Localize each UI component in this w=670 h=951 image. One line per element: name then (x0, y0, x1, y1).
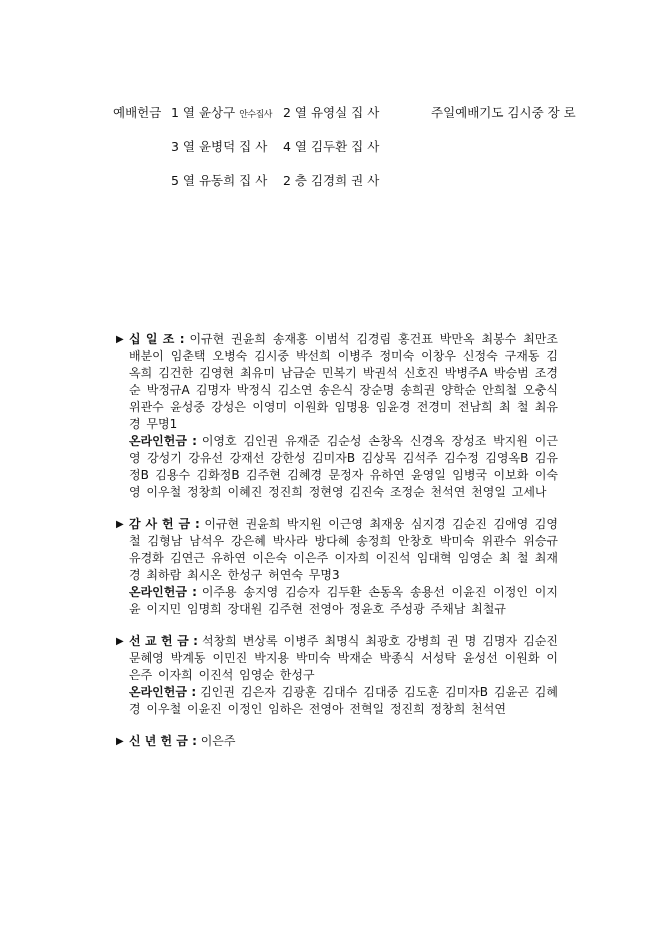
header-row-3 (113, 171, 583, 205)
thanks-online-title: 온라인헌금 : (129, 585, 197, 599)
thanks-online-names: 이주용 송지영 김승자 김두환 손동옥 송용선 이윤진 이정인 이지윤 이지민 임명희 장대원 김주현 전영아 정윤호 주성광 주채남 최철규 (129, 585, 558, 616)
tithe-title: 십 일 조 : (129, 332, 185, 346)
bullet-arrow-icon: ▶ (116, 519, 124, 530)
offering-lists (116, 331, 558, 765)
prayer-leader: 주일예배기도 김시중 장 로 (431, 105, 576, 120)
mission-online-title: 온라인헌금 : (129, 685, 197, 699)
thanks-title: 감 사 헌 금 : (129, 517, 200, 531)
newyear-section (116, 733, 558, 750)
row1-col1 (171, 103, 272, 121)
mission-names: 석창희 변상록 이병주 최명식 최광호 강병희 권 명 김명자 김순진 문혜영 박계동 이민진 박지용 박미숙 박재순 박종식 서성탁 윤성선 이원화 이은주 이자희 이진석 임영순 한성구 (129, 634, 558, 682)
newyear-title: 신 년 헌 금 : (129, 734, 197, 748)
header-row-1 (113, 103, 583, 137)
tithe-section (116, 331, 558, 501)
tithe-online-title: 온라인헌금 : (129, 434, 197, 448)
tithe-online-names: 이영호 김인권 유재준 김순성 손창옥 신경옥 장성조 박지원 이근영 강성기 강유선 강재선 강한성 김미자B 김상목 김석주 김수정 김영옥B 김유정B 김용수 김화정B 김주현 김혜경 문정자 유하연 윤영일 임병국 이보화 이숙영 이우철 정창희 이혜진 정진희 정현영 김진숙 조정순 천석연 천영일 고세나 (129, 434, 558, 499)
offering-header (113, 103, 583, 205)
row3-col1: 5 열 유동희 집 사 (171, 173, 268, 188)
bullet-arrow-icon: ▶ (116, 736, 124, 747)
row1-col2: 2 열 유영실 집 사 (283, 105, 380, 120)
mission-section (116, 633, 558, 718)
thanks-section (116, 516, 558, 618)
header-row-2 (113, 137, 583, 171)
newyear-names: 이은주 (200, 734, 236, 748)
thanks-names: 이규현 권윤희 박지원 이근영 최재웅 심지경 김순진 김애영 김영철 김형남 남석우 강은혜 박사라 방다혜 송정희 안창호 박미숙 위관수 위승규 유경화 김연근 유하연 이은숙 이은주 이자희 이진석 임대혁 임영순 최 철 최재경 최하람 최시온 한성구 허연숙 무명3 (129, 517, 558, 582)
mission-online-names: 김인권 김은자 김광훈 김대수 김대중 김도훈 김미자B 김윤곤 김혜경 이우철 이윤진 이정인 임하은 전영아 전혁일 정진희 정창희 천석연 (129, 685, 558, 716)
tithe-names: 이규현 권윤희 송재홍 이범석 김경림 홍건표 박만옥 최봉수 최만조 배분이 임춘택 오병숙 김시중 박선희 이병주 정미숙 이창우 신정숙 구재동 김옥희 김건한 김영현 최유미 남금순 민복기 박권석 신호진 박병주A 박승범 조경순 박정규A 김명자 박정식 김소연 송은식 장순명 송희권 양학순 안희철 오충식 위관수 윤성중 강성은 이영미 이원화 임명용 임윤경 전경미 전남희 최 철 최유경 무명1 (129, 332, 558, 431)
mission-title: 선 교 헌 금 : (129, 634, 198, 648)
row2-col2: 4 열 김두환 집 사 (283, 139, 380, 154)
row1-col1-title: 안수집사 (239, 110, 272, 120)
bullet-arrow-icon: ▶ (116, 636, 124, 647)
bullet-arrow-icon: ▶ (116, 334, 124, 345)
offering-label: 예배헌금 (113, 105, 162, 120)
row2-col1: 3 열 윤병덕 집 사 (171, 139, 268, 154)
row3-col2: 2 층 김경희 권 사 (283, 173, 380, 188)
row1-col1-text: 1 열 윤상구 (171, 105, 236, 120)
